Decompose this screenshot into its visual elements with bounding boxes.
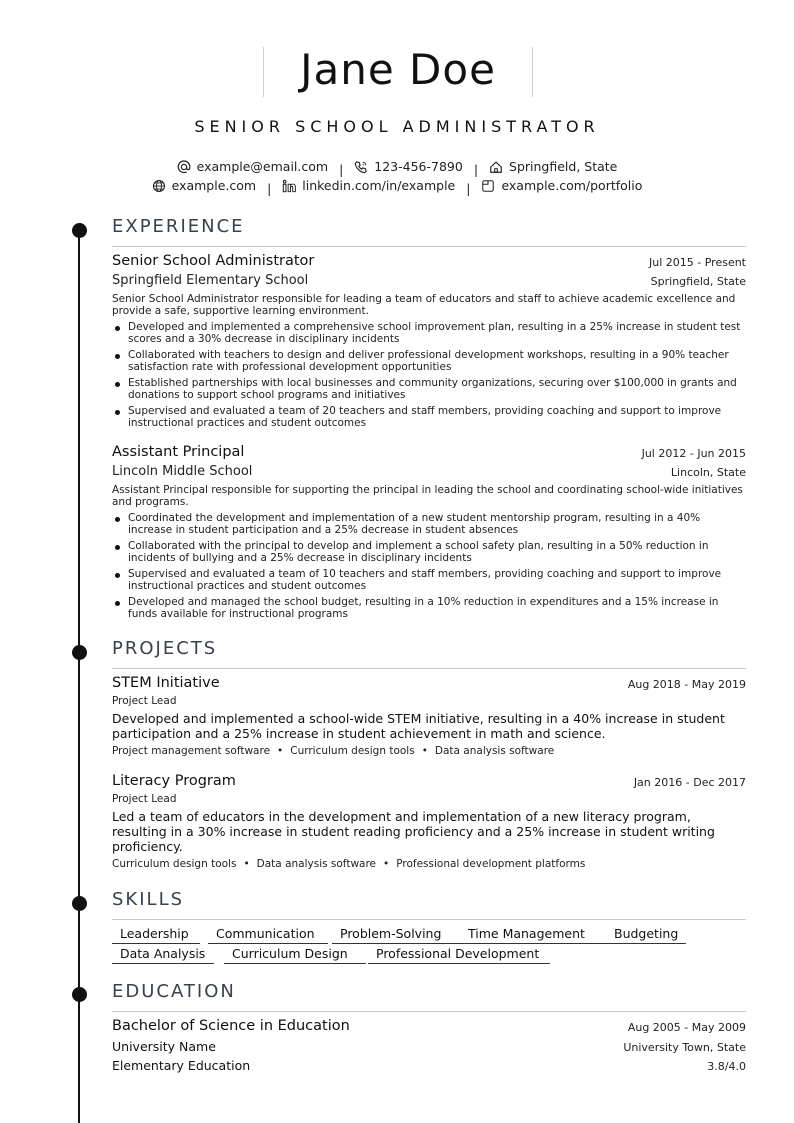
section-divider bbox=[112, 1011, 746, 1012]
education-school: University Name bbox=[112, 1039, 216, 1054]
list-item: Supervised and evaluated a team of 20 teachers and staff members, providing coaching and support to improve instructional practices and student outcomes bbox=[112, 405, 746, 429]
project-description: Developed and implemented a school-wide STEM initiative, resulting in a 40% increase in student participation and a 25% increase in student achievement in math and science. bbox=[112, 711, 725, 741]
experience-dates: Jul 2015 - Present bbox=[649, 256, 746, 269]
contact-row-1 bbox=[0, 159, 794, 177]
education-location: University Town, State bbox=[623, 1041, 746, 1054]
project-role: Project Lead bbox=[112, 695, 177, 707]
candidate-name: Jane Doe bbox=[300, 45, 496, 94]
skill-chip: Curriculum Design bbox=[224, 947, 366, 964]
home-icon bbox=[489, 160, 503, 174]
portfolio-icon bbox=[481, 179, 495, 193]
experience-org: Springfield Elementary School bbox=[112, 273, 309, 288]
experience-role: Senior School Administrator bbox=[112, 253, 315, 269]
globe-icon bbox=[152, 179, 166, 193]
contact-portfolio[interactable]: example.com/portfolio bbox=[481, 178, 642, 193]
section-divider bbox=[112, 919, 746, 920]
skill-chip: Communication bbox=[208, 927, 328, 944]
name-block bbox=[263, 47, 533, 97]
timeline-dot-education bbox=[72, 987, 87, 1002]
list-item: Collaborated with the principal to develop and implement a school safety plan, resulting in a 50% reduction in incidents of bullying and a 25% decrease in disciplinary incidents bbox=[112, 540, 746, 564]
skill-chip: Time Management bbox=[460, 927, 610, 944]
list-item: Established partnerships with local businesses and community organizations, securing over $100,000 in grants and donations to support school programs and initiatives bbox=[112, 377, 746, 401]
education-focus: Elementary Education bbox=[112, 1058, 251, 1073]
timeline-dot-projects bbox=[72, 645, 87, 660]
experience-summary: Senior School Administrator responsible for leading a team of educators and staff to achieve academic excellence and provide a safe, supportive learning environment. bbox=[112, 293, 736, 317]
experience-dates: Jul 2012 - Jun 2015 bbox=[641, 447, 746, 460]
section-title-education: EDUCATION bbox=[112, 981, 236, 1002]
at-icon bbox=[177, 160, 191, 174]
project-tools: Project management software • Curriculum design tools • Data analysis software bbox=[112, 745, 555, 757]
timeline-dot-experience bbox=[72, 223, 87, 238]
contact-email[interactable]: example@email.com bbox=[177, 159, 328, 174]
contact-row-2 bbox=[0, 178, 794, 196]
project-dates: Jan 2016 - Dec 2017 bbox=[633, 776, 746, 789]
contact-location: Springfield, State bbox=[489, 159, 617, 174]
project-name: STEM Initiative bbox=[112, 675, 220, 691]
list-item: Coordinated the development and implementation of a new student mentorship program, resulting in a 40% increase in student participation and a 25% decrease in student absences bbox=[112, 512, 746, 536]
section-divider bbox=[112, 246, 746, 247]
candidate-title: SENIOR SCHOOL ADMINISTRATOR bbox=[194, 117, 600, 136]
education-dates: Aug 2005 - May 2009 bbox=[627, 1021, 746, 1034]
project-tools: Curriculum design tools • Data analysis software • Professional development platforms bbox=[112, 858, 586, 870]
experience-2-bullets bbox=[112, 512, 746, 624]
contact-separator: | bbox=[473, 161, 479, 177]
list-item: Supervised and evaluated a team of 10 teachers and staff members, providing coaching and support to improve instructional practices and student outcomes bbox=[112, 568, 746, 592]
list-item: Collaborated with teachers to design and deliver professional development workshops, resulting in a 90% teacher satisfaction rate with professional development opportunities bbox=[112, 349, 746, 373]
skill-chip: Budgeting bbox=[606, 927, 686, 944]
contact-separator: | bbox=[339, 161, 344, 177]
contact-separator: | bbox=[466, 180, 471, 196]
section-title-experience: EXPERIENCE bbox=[112, 216, 245, 237]
experience-location: Lincoln, State bbox=[670, 466, 746, 479]
section-divider bbox=[112, 668, 746, 669]
section-title-projects: PROJECTS bbox=[112, 638, 218, 659]
section-title-skills: SKILLS bbox=[112, 889, 185, 910]
experience-location: Springfield, State bbox=[650, 275, 746, 288]
skill-chip: Problem-Solving bbox=[332, 927, 464, 944]
experience-role: Assistant Principal bbox=[112, 444, 245, 460]
skill-chip: Data Analysis bbox=[112, 947, 214, 964]
list-item: Developed and managed the school budget, resulting in a 10% reduction in expenditures and a 15% increase in funds available for instructional programs bbox=[112, 596, 746, 620]
contact-phone[interactable]: 123-456-7890 bbox=[354, 159, 463, 174]
project-name: Literacy Program bbox=[112, 773, 236, 789]
project-dates: Aug 2018 - May 2019 bbox=[627, 678, 746, 691]
contact-separator: | bbox=[267, 180, 272, 196]
linkedin-icon bbox=[282, 179, 296, 193]
phone-icon bbox=[354, 160, 368, 174]
contact-website[interactable]: example.com bbox=[152, 178, 256, 193]
list-item: Developed and implemented a comprehensive school improvement plan, resulting in a 25% increase in student test scores and a 30% decrease in disciplinary incidents bbox=[112, 321, 746, 345]
skill-chip: Leadership bbox=[112, 927, 200, 944]
experience-summary: Assistant Principal responsible for supporting the principal in leading the school and coordinating school-wide initiatives and programs. bbox=[112, 484, 743, 508]
skill-chip: Professional Development bbox=[368, 947, 550, 964]
experience-org: Lincoln Middle School bbox=[112, 464, 253, 479]
education-gpa: 3.8/4.0 bbox=[707, 1060, 746, 1073]
project-description: Led a team of educators in the development and implementation of a new literacy program, resulting in a 30% increase in student reading proficiency and a 25% increase in student writing proficiency. bbox=[112, 809, 715, 854]
experience-1-bullets bbox=[112, 321, 746, 433]
project-role: Project Lead bbox=[112, 793, 177, 805]
timeline-dot-skills bbox=[72, 896, 87, 911]
contact-linkedin[interactable]: linkedin.com/in/example bbox=[282, 178, 455, 193]
education-degree: Bachelor of Science in Education bbox=[112, 1018, 350, 1034]
